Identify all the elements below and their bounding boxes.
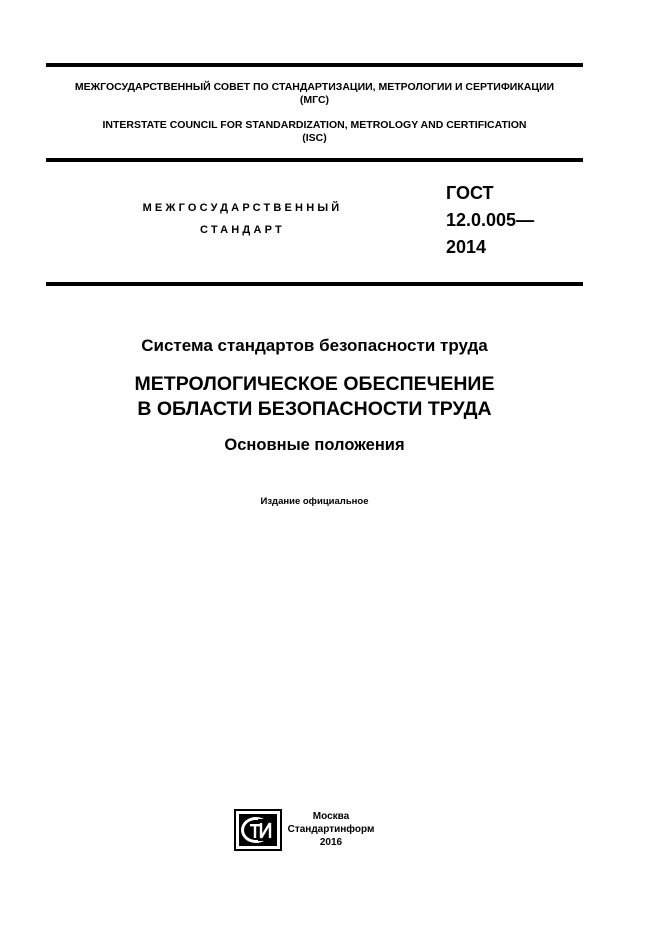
publisher-name: Стандартинформ	[287, 824, 375, 835]
standard-type-line1: МЕЖГОСУДАРСТВЕННЫЙ	[142, 202, 343, 214]
council-name-en-line1: INTERSTATE COUNCIL FOR STANDARDIZATION, METROLOGY AND CERTIFICATION	[102, 119, 527, 131]
publication-year: 2016	[319, 837, 343, 848]
document-subtitle: Основные положения	[224, 436, 405, 454]
gost-number: 12.0.005—	[446, 210, 535, 230]
document-title-line2: В ОБЛАСТИ БЕЗОПАСНОСТИ ТРУДА	[137, 398, 492, 420]
standards-system-title: Система стандартов безопасности труда	[141, 336, 488, 355]
edition-note: Издание официальное	[260, 496, 369, 507]
document-title	[46, 372, 583, 422]
standard-type-line2: СТАНДАРТ	[200, 224, 285, 236]
council-name-ru-line1: МЕЖГОСУДАРСТВЕННЫЙ СОВЕТ ПО СТАНДАРТИЗАЦИИ, МЕТРОЛОГИИ И СЕРТИФИКАЦИИ	[74, 81, 555, 93]
publisher-block	[283, 810, 379, 849]
middle-divider	[46, 158, 583, 162]
standartinform-logo-icon	[234, 809, 282, 851]
gost-year: 2014	[446, 237, 487, 257]
publisher-city: Москва	[312, 811, 350, 822]
council-abbr-ru: (МГС)	[299, 94, 330, 106]
document-title-line1: МЕТРОЛОГИЧЕСКОЕ ОБЕСПЕЧЕНИЕ	[134, 373, 495, 395]
gost-prefix: ГОСТ	[446, 183, 494, 203]
top-divider	[46, 63, 583, 67]
council-abbr-en: (ISC)	[302, 132, 327, 144]
council-name-ru	[46, 81, 583, 107]
gost-designation	[446, 180, 534, 261]
council-name-en	[46, 119, 583, 145]
bottom-divider	[46, 282, 583, 286]
